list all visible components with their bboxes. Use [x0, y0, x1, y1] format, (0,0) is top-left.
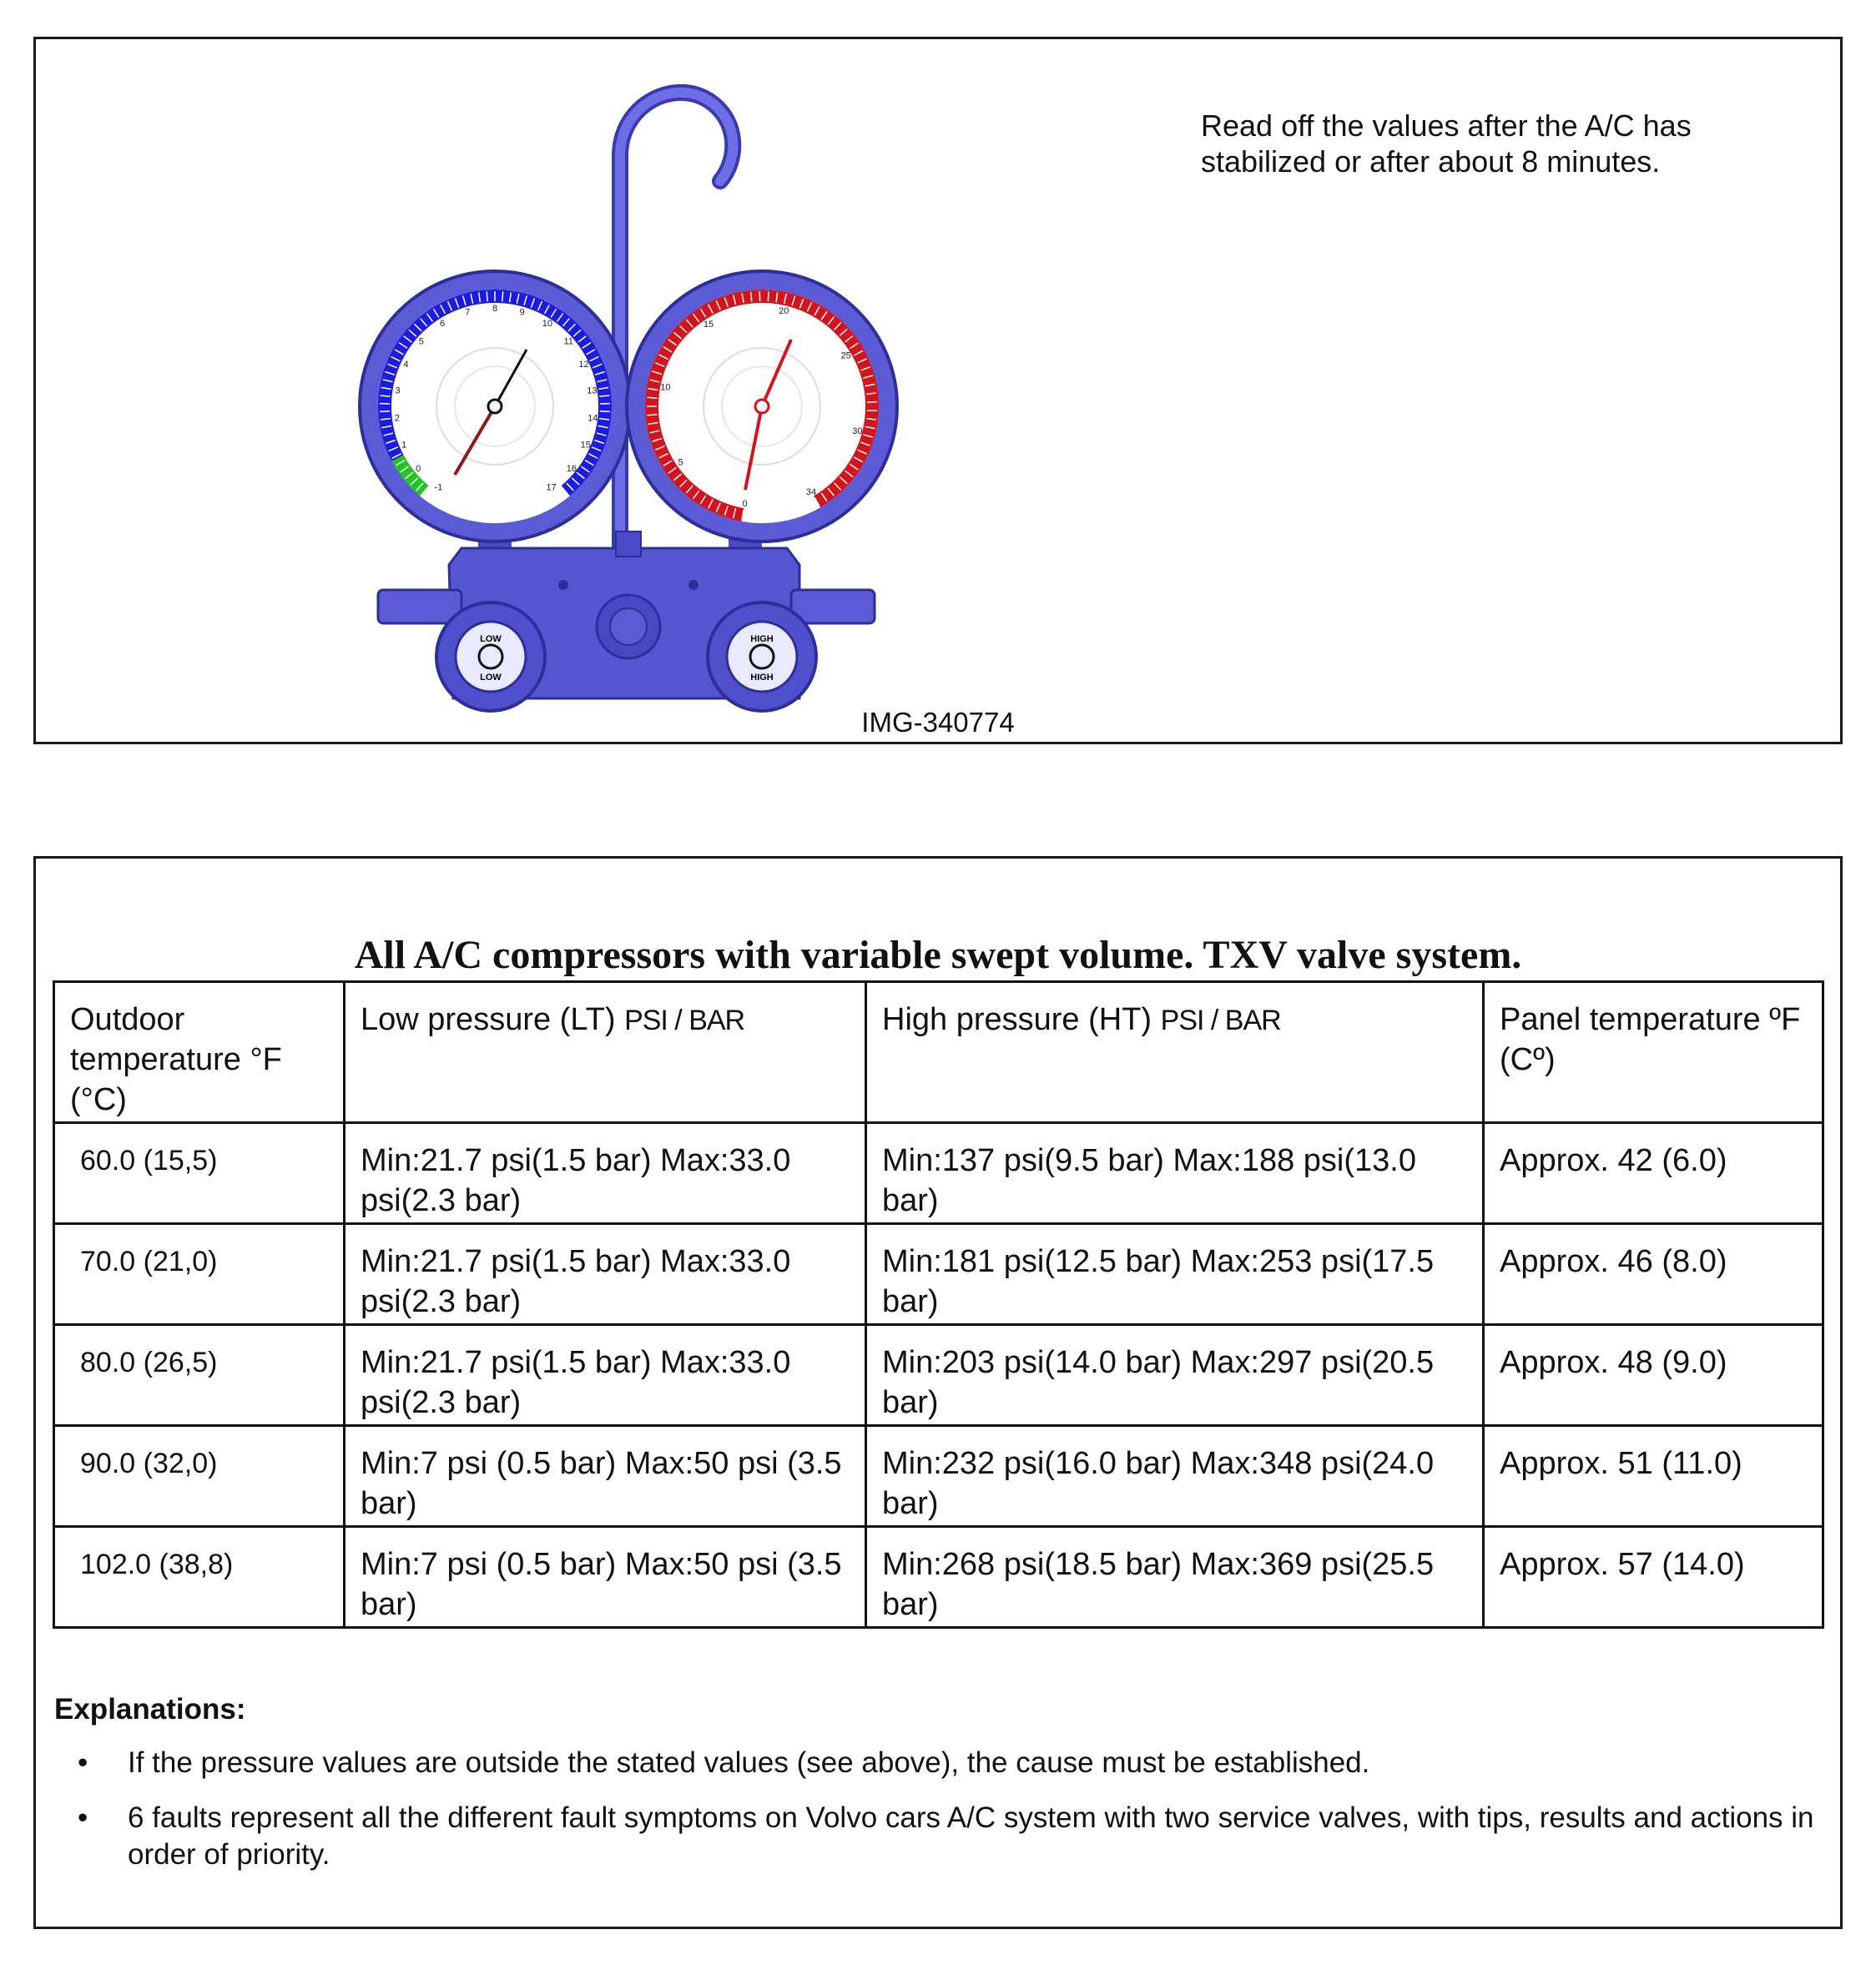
low-pressure-cell: Min:21.7 psi(1.5 bar) Max:33.0 psi(2.3 bar) — [345, 1224, 866, 1325]
high-pressure-cell: Min:232 psi(16.0 bar) Max:348 psi(24.0 bar) — [866, 1426, 1484, 1527]
gauge-tick-mark — [380, 411, 390, 412]
outdoor-temp-cell: 102.0 (38,8) — [54, 1527, 345, 1628]
gauge-tick-label: 5 — [418, 336, 424, 347]
reading-instruction: Read off the values after the A/C has stabilized or after about 8 minutes. — [1201, 108, 1692, 179]
gauge-tick-label: 13 — [587, 385, 598, 396]
outdoor-temp-cell: 80.0 (26,5) — [54, 1325, 345, 1426]
figure-panel — [33, 37, 1843, 744]
panel-temp-cell: Approx. 42 (6.0) — [1484, 1123, 1823, 1224]
header-high-pressure: High pressure (HT) PSI / BAR — [866, 982, 1484, 1123]
gauge-tick-mark — [768, 291, 769, 301]
table-row — [54, 1426, 1823, 1527]
image-id: IMG-340774 — [861, 707, 1015, 738]
header-outdoor-temperature: Outdoor temperature °F (°C) — [54, 982, 345, 1123]
specification-panel — [33, 856, 1843, 1929]
low-pressure-cell: Min:7 psi (0.5 bar) Max:50 psi (3.5 bar) — [345, 1426, 866, 1527]
gauge-tick-label: 25 — [840, 350, 851, 361]
outdoor-temp-cell: 70.0 (21,0) — [54, 1224, 345, 1325]
high-valve-knob — [708, 602, 816, 711]
table-row — [54, 1224, 1823, 1325]
gauge-tick-label: 15 — [580, 440, 591, 451]
panel-temp-cell: Approx. 57 (14.0) — [1484, 1527, 1823, 1628]
gauge-tick-label: 11 — [563, 336, 573, 347]
panel-temp-cell: Approx. 51 (11.0) — [1484, 1426, 1823, 1527]
gauge-tick-label: 1 — [401, 440, 407, 451]
header-low-pressure: Low pressure (LT) PSI / BAR — [345, 982, 866, 1123]
gauge-tick-label: 30 — [852, 426, 863, 437]
gauge-tick-mark — [600, 411, 610, 412]
gauge-tick-label: 20 — [779, 305, 789, 316]
gauge-tick-mark — [647, 397, 657, 398]
table-row — [54, 1123, 1823, 1224]
gauge-tick-label: 14 — [588, 413, 598, 424]
bullet-icon: • — [78, 1801, 88, 1834]
panel-temp-cell: Approx. 46 (8.0) — [1484, 1224, 1823, 1325]
table-row — [54, 1325, 1823, 1426]
pressure-table — [53, 980, 1824, 1629]
gauge-tick-mark — [647, 415, 657, 416]
panel-temp-cell: Approx. 48 (9.0) — [1484, 1325, 1823, 1426]
right-port — [791, 590, 875, 623]
gauge-tick-label: 17 — [546, 482, 557, 493]
gauge-tick-label: 0 — [742, 499, 748, 510]
gauge-tick-label: 5 — [678, 457, 683, 468]
header-panel-temperature: Panel temperature ºF (Cº) — [1484, 982, 1823, 1123]
high-pressure-cell: Min:268 psi(18.5 bar) Max:369 psi(25.5 bar) — [866, 1527, 1484, 1628]
gauge-tick-label: 15 — [703, 319, 714, 330]
svg-text:LOW: LOW — [480, 673, 502, 683]
high-pressure-cell: Min:181 psi(12.5 bar) Max:253 psi(17.5 bar) — [866, 1224, 1484, 1325]
gauge-tick-label: 7 — [465, 307, 471, 318]
low-pressure-gauge — [360, 271, 630, 542]
low-pressure-cell: Min:21.7 psi(1.5 bar) Max:33.0 psi(2.3 bar) — [345, 1123, 866, 1224]
gauge-tick-label: -1 — [434, 482, 443, 493]
gauge-tick-label: 4 — [403, 360, 409, 370]
svg-text:HIGH: HIGH — [750, 634, 774, 644]
gauge-tick-label: 8 — [492, 304, 498, 314]
gauge-tick-label: 6 — [440, 319, 446, 330]
explanation-text: If the pressure values are outside the stated values (see above), the cause must be established. — [128, 1746, 1370, 1779]
high-pressure-cell: Min:203 psi(14.0 bar) Max:297 psi(20.5 bar) — [866, 1325, 1484, 1426]
gauge-tick-label: 3 — [395, 385, 401, 396]
explanations-section — [54, 1693, 1823, 1892]
gauge-tick-label: 10 — [542, 319, 553, 330]
gauge-tick-label: 34 — [805, 487, 817, 498]
gauge-tick-label: 16 — [566, 464, 577, 475]
explanation-item — [54, 1745, 1823, 1781]
manifold-gauge-illustration — [320, 56, 920, 723]
low-pressure-cell: Min:21.7 psi(1.5 bar) Max:33.0 psi(2.3 bar) — [345, 1325, 866, 1426]
high-pressure-gauge — [627, 271, 897, 542]
gauge-tick-label: 0 — [416, 464, 421, 475]
gauge-tick-label: 12 — [578, 360, 589, 370]
table-row — [54, 1527, 1823, 1628]
svg-text:HIGH: HIGH — [750, 673, 774, 683]
low-pressure-cell: Min:7 psi (0.5 bar) Max:50 psi (3.5 bar) — [345, 1527, 866, 1628]
low-valve-knob — [436, 602, 545, 711]
table-header-row — [54, 982, 1823, 1123]
high-pressure-cell: Min:137 psi(9.5 bar) Max:188 psi(13.0 bar) — [866, 1123, 1484, 1224]
table-title: All A/C compressors with variable swept volume. TXV valve system. — [354, 933, 1522, 977]
gauge-tick-label: 10 — [660, 382, 671, 393]
explanation-item — [54, 1800, 1823, 1873]
gauge-tick-mark — [502, 291, 503, 301]
explanation-text: 6 faults represent all the different fault symptoms on Volvo cars A/C system with two service valves, with tips, results and actions in order of priority. — [128, 1801, 1814, 1871]
svg-text:LOW: LOW — [480, 634, 502, 644]
gauge-tick-label: 9 — [519, 307, 525, 318]
bullet-icon: • — [78, 1746, 88, 1779]
left-port — [378, 590, 461, 623]
outdoor-temp-cell: 90.0 (32,0) — [54, 1426, 345, 1527]
explanations-title: Explanations: — [54, 1693, 246, 1726]
outdoor-temp-cell: 60.0 (15,5) — [54, 1123, 345, 1224]
gauge-tick-label: 2 — [394, 413, 400, 424]
